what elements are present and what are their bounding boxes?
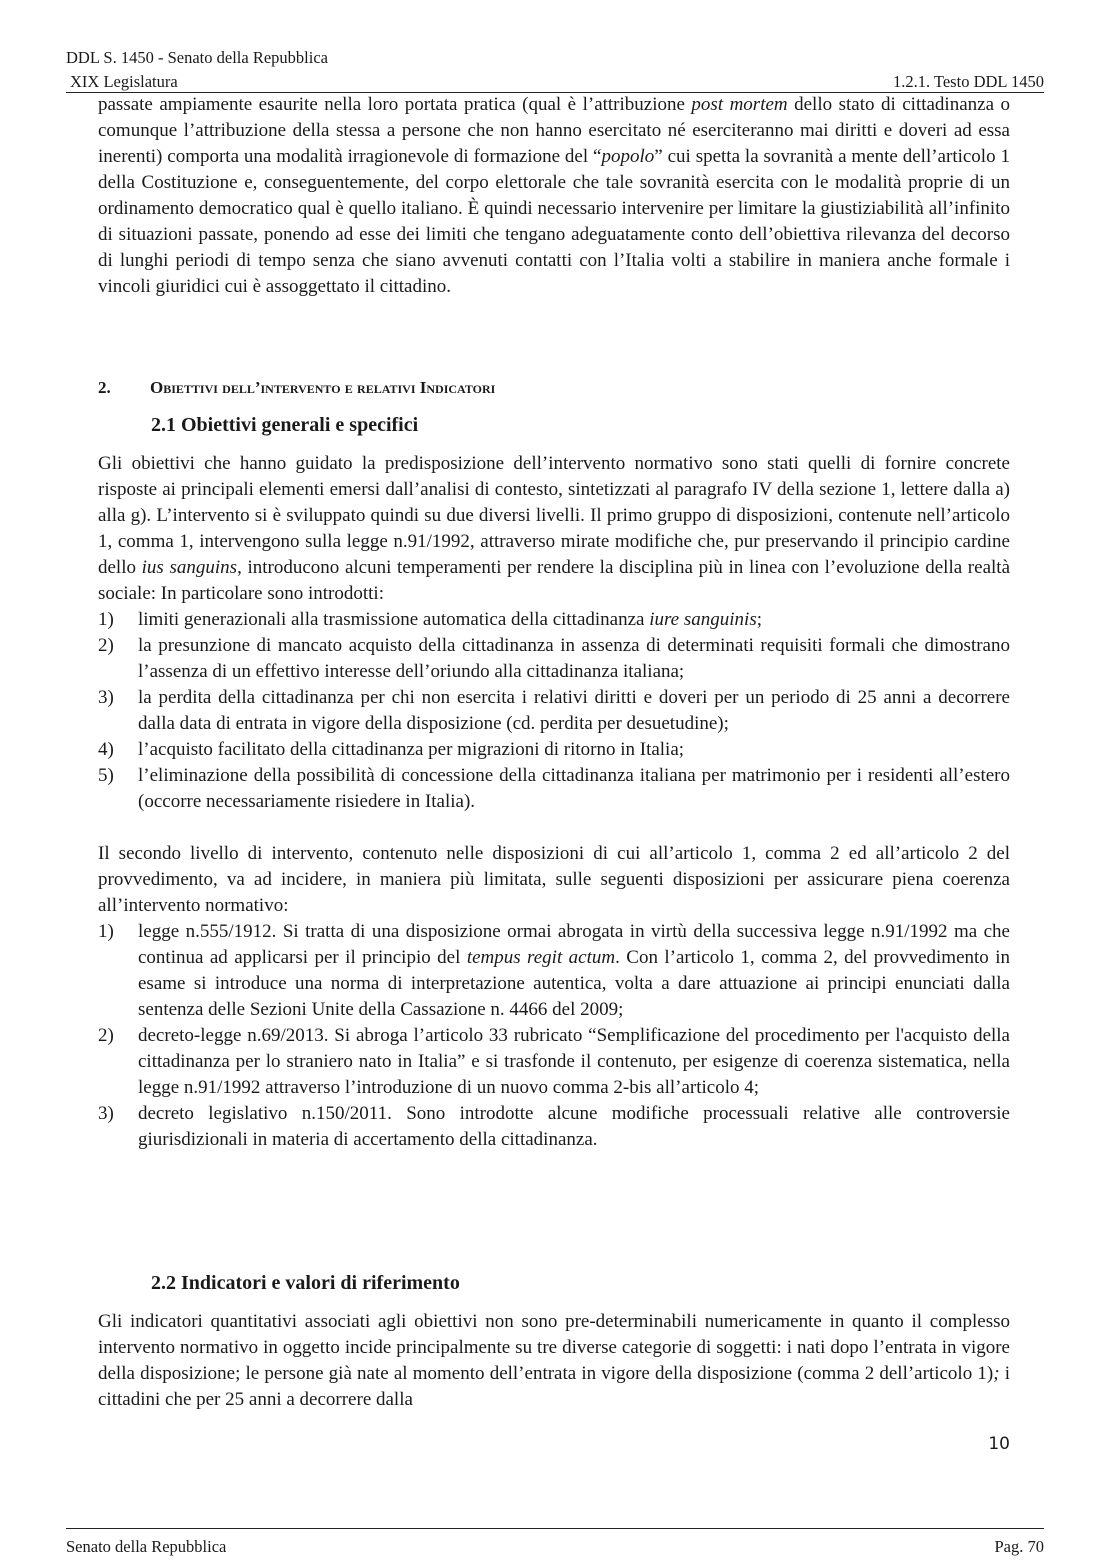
objectives-block [98,451,1010,1153]
text-run: , introducono alcuni temperamenti per rendere la disciplina più in linea con l’evoluzione della realtà sociale: In particolare sono introdotti: [98,557,1010,604]
section-title: Obiettivi dell’intervento e relativi Indicatori [150,378,496,397]
text-run: passate ampiamente esaurite nella loro portata pratica (qual è l’attribuzione [98,94,692,115]
indicators-paragraph [98,1309,1010,1413]
footer [66,1528,1044,1557]
section-number: 2. [98,378,111,397]
text-run: decreto legislativo n.150/2011. Sono introdotte alcune modifiche processuali relative alle controversie giurisdizionali in materia di accertamento della cittadinanza. [138,1103,1010,1150]
text-run: legge n.555/1912. Si tratta di una disposizione ormai abrogata in virtù della successiva legge n.91/1992 ma che continua ad applicarsi per il principio del [138,921,1010,968]
text-run: decreto-legge n.69/2013. Si abroga l’articolo 33 rubricato “Semplificazione del procedimento per l'acquisto della cittadinanza per lo straniero nato in Italia” e si trasfonde il contenuto, per esigenze di coerenza sistematica, nella legge n.91/1992 attraverso l’introduzione di un nuovo comma 2-bis all’articolo 4; [138,1025,1010,1098]
list-item [98,763,1010,815]
text-run: Il secondo livello di intervento, contenuto nelle disposizioni di cui all’articolo 1, comma 2 ed all’articolo 2 del provvedimento, va ad incidere, in maniera più limitata, sulle seguenti disposizioni per assicurare piena coerenza all’intervento normativo: [98,843,1010,916]
text-run: dello stato di cittadinanza o comunque l’attribuzione della stessa a persone che non hanno esercitato né eserciteranno mai diritti e doveri ad essa inerenti) comporta una modalità irragionevole di formazione del “ [98,94,1010,167]
header-legislature: XIX Legislatura [70,72,178,91]
indicators-block [98,1309,1010,1413]
italic-text: post mortem [691,94,788,115]
first-level-list [98,607,1010,815]
list-item [98,633,1010,685]
intro-text [98,92,1010,300]
page-number: 10 [988,1434,1010,1454]
list-item [98,919,1010,1023]
subsection-title-2-1: 2.1 Obiettivi generali e specifici [151,414,419,436]
list-item-number: 1) [98,921,114,942]
objectives-paragraph [98,451,1010,607]
text-run: limiti generazionali alla trasmissione automatica della cittadinanza [138,609,650,630]
list-item-number: 1) [98,609,114,630]
text-run: Gli obiettivi che hanno guidato la predisposizione dell’intervento normativo sono stati quelli di fornire concrete risposte ai principali elementi emersi dall’analisi di contesto, sintetizzati al paragrafo IV della sezione 1, lettere dalla a) alla g). L’intervento si è sviluppato quindi su due diversi livelli. Il primo gruppo di disposizioni, contenute nell’articolo 1, comma 1, intervengono sulla legge n.91/1992, attraverso mirate modifiche che, pur preservando il principio cardine dello [98,453,1010,578]
section-heading [98,378,1010,398]
header-doc-ref: 1.2.1. Testo DDL 1450 [892,72,1044,91]
italic-text: iure sanguinis [649,609,757,630]
header-bar [66,72,1044,93]
list-item-number: 2) [98,1025,114,1046]
header-title: DDL S. 1450 - Senato della Repubblica [66,48,328,67]
subsection-title-2-2: 2.2 Indicatori e valori di riferimento [151,1272,460,1294]
text-run: Gli indicatori quantitativi associati agli obiettivi non sono pre-determinabili numericamente in quanto il complesso intervento normativo in oggetto incide principalmente su tre diverse categorie di soggetti: i nati dopo l’entrata in vigore della disposizione; le persone già nate al momento dell’entrata in vigore della disposizione (comma 2 dell’articolo 1) [98,1311,1010,1384]
second-level-paragraph [98,841,1010,919]
footer-page: Pag. 70 [994,1537,1044,1556]
text-run: l’eliminazione della possibilità di concessione della cittadinanza italiana per matrimonio per i residenti all’estero (occorre necessariamente risiedere in Italia). [138,765,1010,812]
italic-text: tempus regit actum [466,947,616,968]
list-item-number: 3) [98,687,114,708]
text-run: la perdita della cittadinanza per chi non esercita i relativi diritti e doveri per un periodo di 25 anni a decorrere dalla data di entrata in vigore della disposizione (cd. perdita per desuetudine); [138,687,1010,734]
text-run: i cittadini che per 25 anni a decorrere dalla [98,1363,1010,1410]
list-item [98,607,1010,633]
list-item [98,685,1010,737]
italic-text: ius sanguins [141,557,238,578]
list-item-number: 3) [98,1103,114,1124]
italic-text: ; [993,1363,1000,1384]
italic-text: popolo [601,146,655,167]
footer-senate: Senato della Repubblica [66,1537,227,1556]
text-run: l’acquisto facilitato della cittadinanza per migrazioni di ritorno in Italia; [138,739,685,760]
text-run: ” cui spetta la sovranità a mente dell’articolo 1 della Costituzione e, conseguentemente, del corpo elettorale che tale sovranità esercita con le modalità proprie di un ordinamento democratico qual è quello italiano. È quindi necessario intervenire per limitare la giustiziabilità all’infinito di situazioni passate, ponendo ad esse dei limiti che tengano adeguatamente conto dell’obiettiva rilevanza del decorso di lunghi periodi di tempo senza che siano avvenuti contatti con l’Italia volti a stabilire in maniera anche formale i vincoli giuridici cui è assoggettato il cittadino. [98,146,1010,297]
list-item [98,1101,1010,1153]
list-item-number: 5) [98,765,114,786]
intro-paragraph [98,92,1010,300]
second-level-list [98,919,1010,1153]
text-run: ; [756,609,762,630]
text-run: la presunzione di mancato acquisto della cittadinanza in assenza di determinati requisiti formali che dimostrano l’assenza di un effettivo interesse dell’oriundo alla cittadinanza italiana; [138,635,1010,682]
list-item-number: 2) [98,635,114,656]
list-item [98,737,1010,763]
list-item [98,1023,1010,1101]
text-run: . Con l’articolo 1, comma 2, del provvedimento in esame si introduce una norma di interpretazione autentica, volta a dare attuazione ai principi enunciati dalla sentenza delle Sezioni Unite della Cassazione n. 4466 del 2009; [138,947,1010,1020]
list-item-number: 4) [98,739,114,760]
